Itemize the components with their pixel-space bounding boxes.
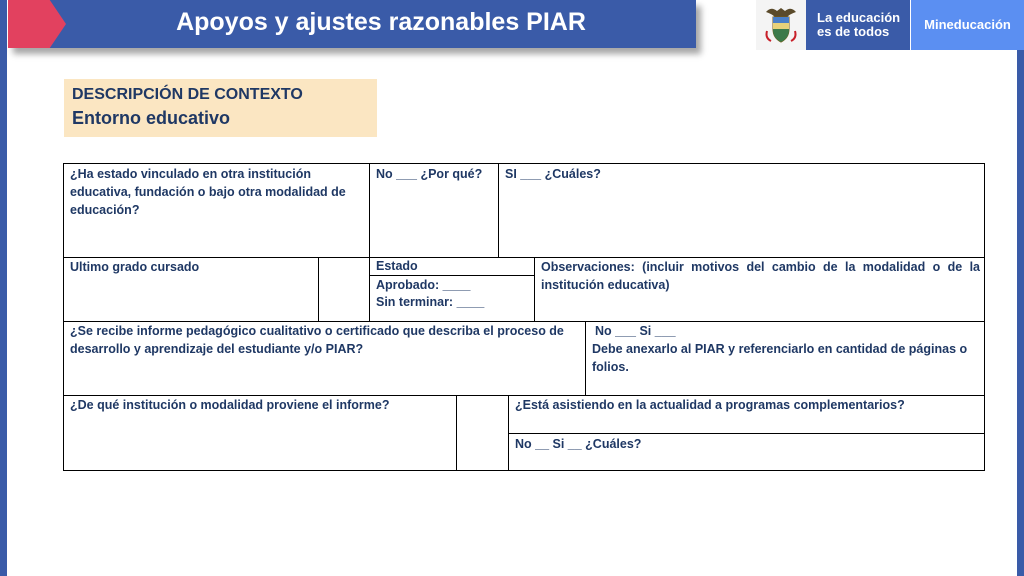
coat-of-arms-icon: [763, 5, 799, 45]
brand-line-1: La educación: [817, 10, 901, 25]
report-origin-field[interactable]: [457, 396, 509, 471]
programs-question: ¿Está asistiendo en la actualidad a programas complementarios?: [509, 396, 985, 434]
brand-line-2: es de todos: [817, 24, 890, 39]
context-heading-box: [64, 79, 377, 137]
context-title: Entorno educativo: [72, 108, 231, 128]
status-options[interactable]: [370, 276, 535, 322]
right-border-bar: [1017, 0, 1024, 576]
slide-title: Apoyos y ajustes razonables PIAR: [176, 8, 586, 36]
status-label: Estado: [370, 258, 535, 276]
prior-enrollment-no-field[interactable]: No ___ ¿Por qué?: [370, 164, 499, 258]
left-border-bar: [0, 0, 7, 576]
last-grade-label: Ultimo grado cursado: [64, 258, 319, 322]
piar-form-table: [63, 163, 985, 471]
pedagogical-report-options[interactable]: No ___ Si ___: [595, 324, 676, 338]
context-kicker: DESCRIPCIÓN DE CONTEXTO: [72, 86, 303, 103]
last-grade-field[interactable]: [319, 258, 370, 322]
observations-field[interactable]: Observaciones: (incluir motivos del cambio de la modalidad o de la institución educativa): [535, 258, 985, 322]
pedagogical-report-answer[interactable]: [586, 322, 985, 396]
status-approved-field[interactable]: Aprobado: ____: [376, 278, 471, 292]
report-origin-question: ¿De qué institución o modalidad proviene el informe?: [64, 396, 457, 471]
status-unfinished-field[interactable]: Sin terminar: ____: [376, 295, 485, 309]
pedagogical-report-note: Debe anexarlo al PIAR y referenciarlo en cantidad de páginas o folios.: [592, 342, 968, 374]
ministry-label: Mineducación: [911, 0, 1024, 50]
pedagogical-report-question: ¿Se recibe informe pedagógico cualitativo o certificado que describa el proceso de desarrollo y aprendizaje del estudiante y/o PIAR?: [64, 322, 586, 396]
prior-enrollment-yes-field[interactable]: SI ___ ¿Cuáles?: [499, 164, 985, 258]
education-brand: [806, 0, 910, 50]
programs-options-field[interactable]: No __ Si __ ¿Cuáles?: [515, 437, 642, 451]
prior-enrollment-question: ¿Ha estado vinculado en otra institución educativa, fundación o bajo otra modalidad de educación?: [64, 164, 370, 258]
